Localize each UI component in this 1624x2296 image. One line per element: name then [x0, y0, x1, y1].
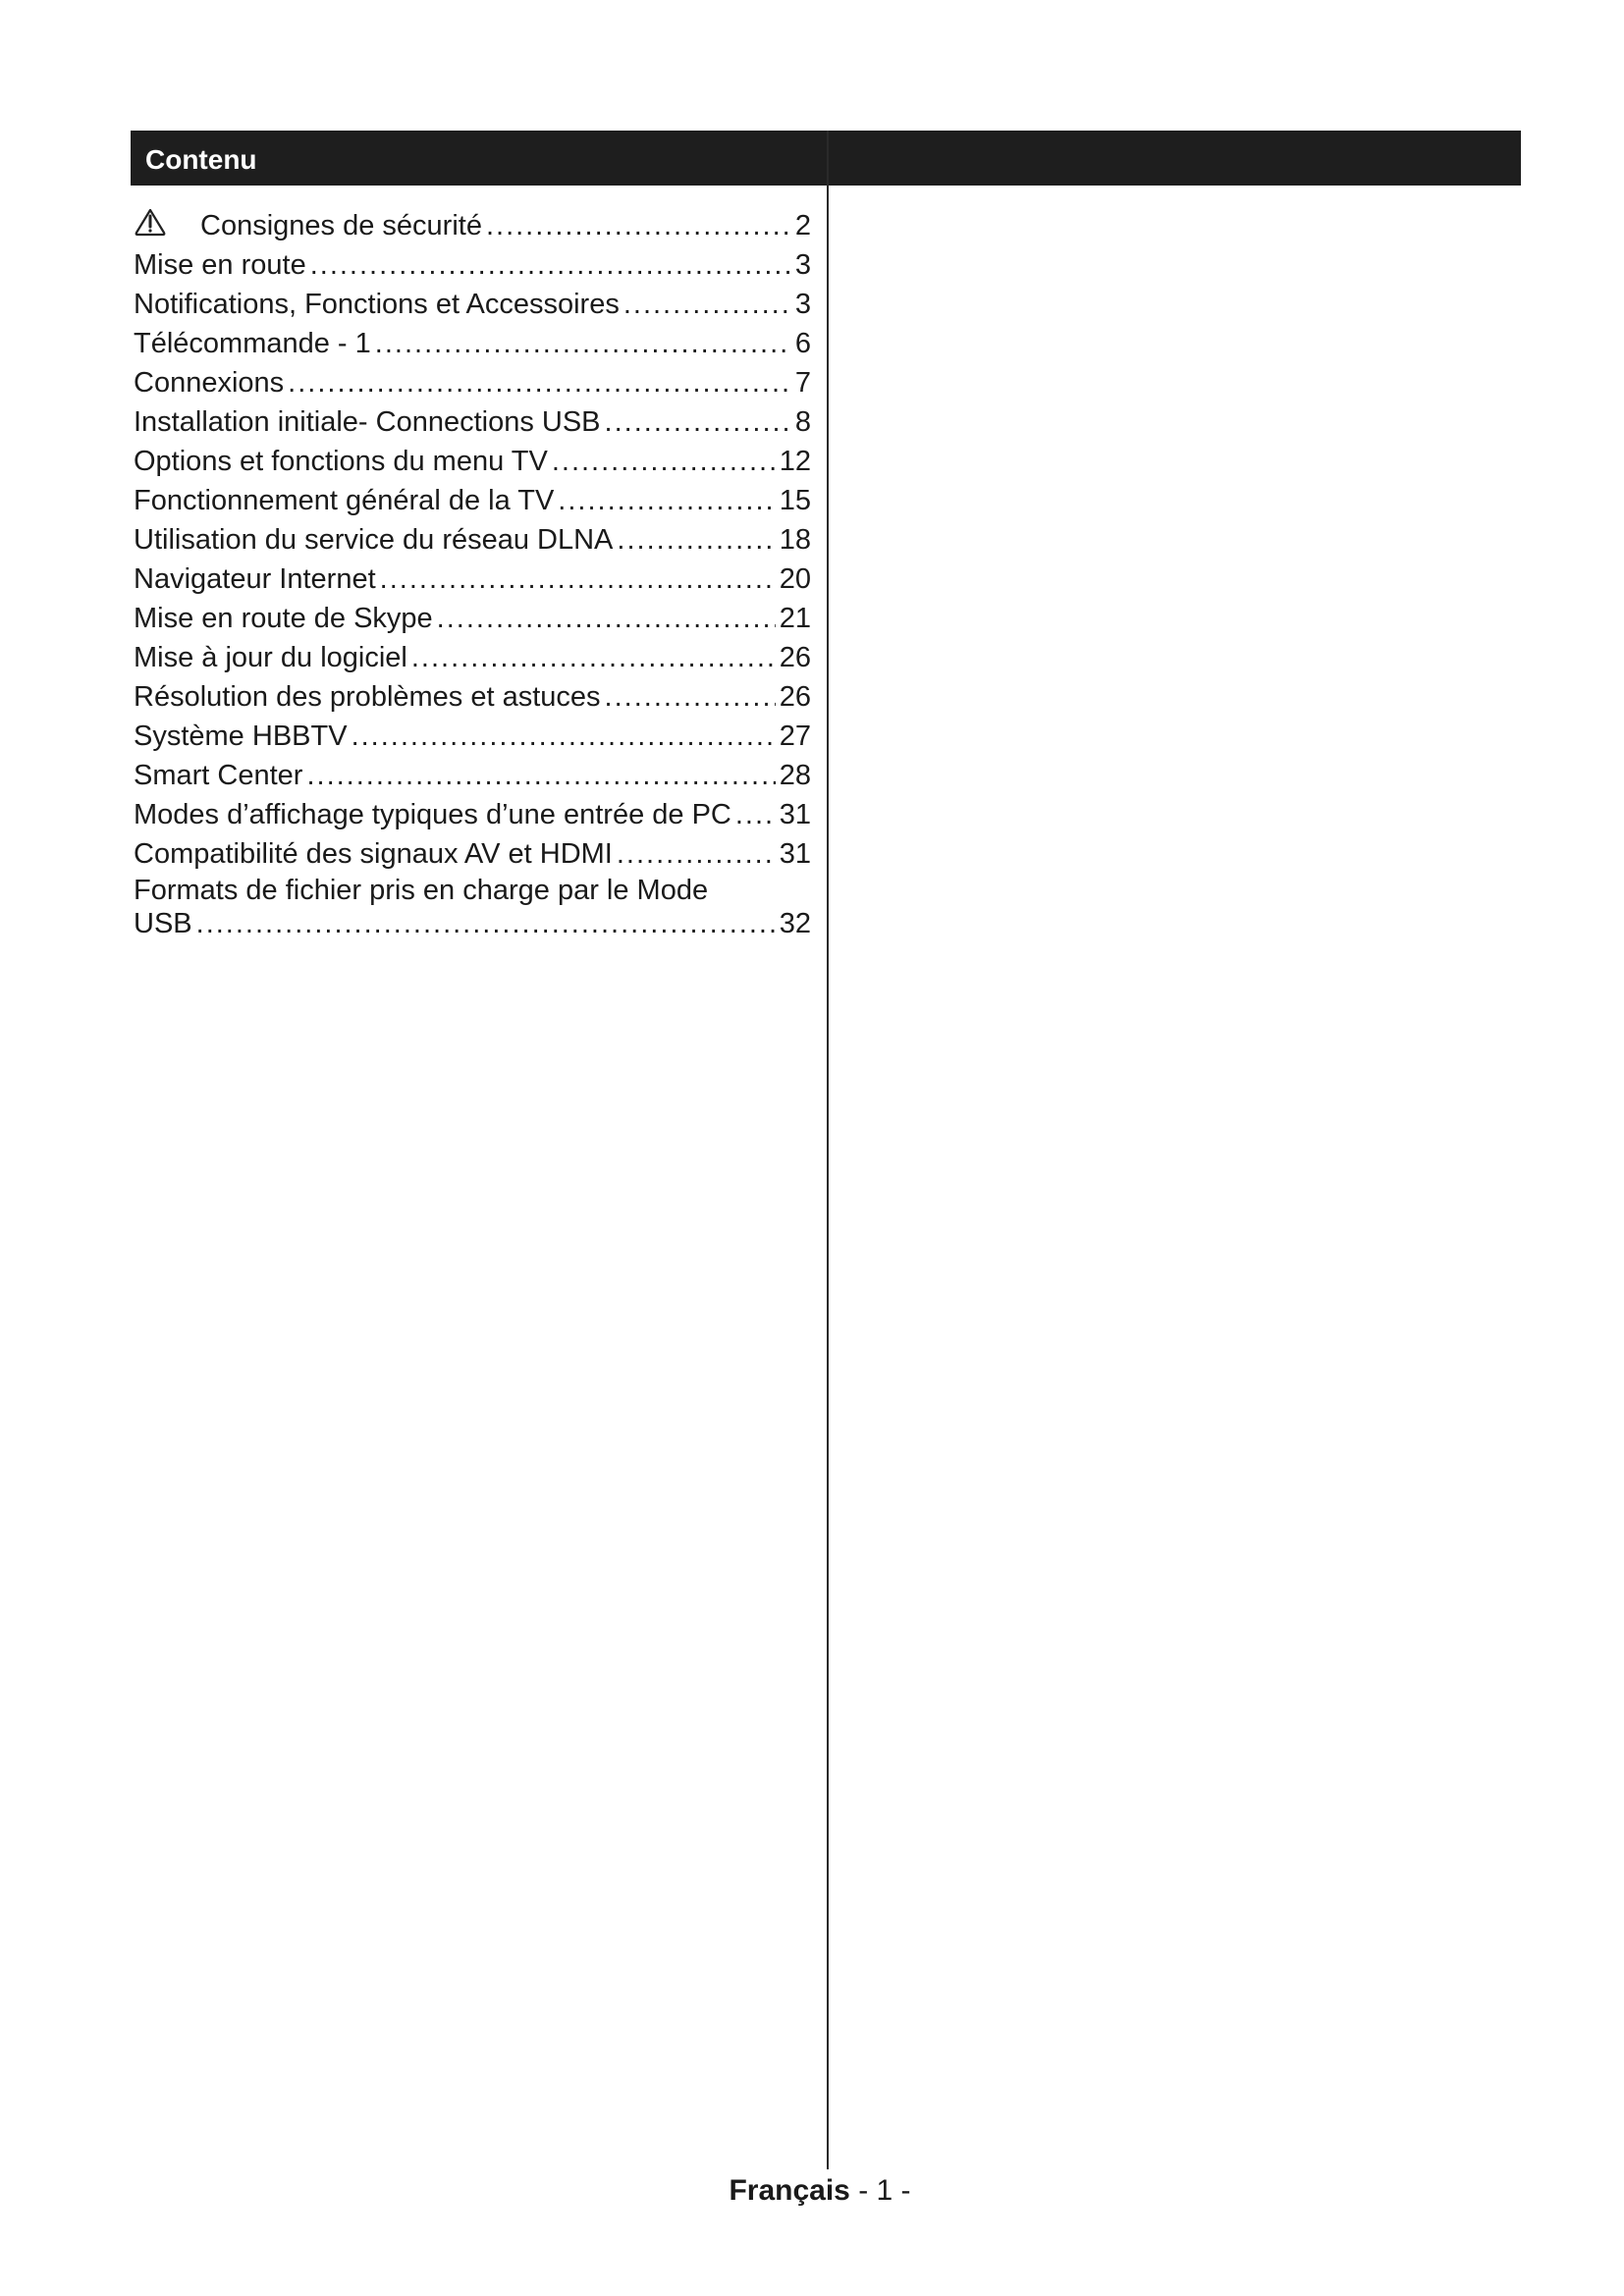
toc-entry-label: Smart Center — [134, 760, 303, 791]
dot-leader — [605, 402, 791, 442]
toc-entry[interactable] — [134, 363, 811, 402]
toc-entry[interactable] — [134, 638, 811, 677]
toc-page-number: 28 — [779, 760, 811, 791]
dot-leader — [486, 206, 791, 245]
toc-entry[interactable] — [134, 442, 811, 481]
toc-entry-label: Mise en route de Skype — [134, 603, 433, 634]
footer-language: Français — [729, 2174, 850, 2207]
toc-entry-label: Consignes de sécurité — [134, 206, 482, 245]
dot-leader — [558, 481, 775, 520]
toc-page-number: 12 — [779, 446, 811, 477]
toc-entry[interactable] — [134, 285, 811, 324]
page-footer — [0, 2173, 1624, 2209]
header-bar — [131, 131, 1521, 186]
dot-leader — [605, 677, 776, 717]
toc-page-number: 31 — [779, 838, 811, 870]
toc-entry[interactable] — [134, 560, 811, 599]
toc-entry-label: Compatibilité des signaux AV et HDMI — [134, 838, 613, 870]
toc-entry-label: Résolution des problèmes et astuces — [134, 681, 601, 713]
toc-page-number: 3 — [794, 289, 811, 320]
toc-entry[interactable] — [134, 756, 811, 795]
toc-page-number: 26 — [779, 681, 811, 713]
toc-page-number: 15 — [779, 485, 811, 516]
dot-leader — [617, 520, 775, 560]
footer-page-number: - 1 - — [858, 2174, 911, 2207]
dot-leader — [310, 245, 791, 285]
toc-entry[interactable] — [134, 834, 811, 874]
toc-entry-label: Connexions — [134, 367, 285, 399]
dot-leader — [623, 285, 791, 324]
toc-entry[interactable] — [134, 677, 811, 717]
toc-entry-label: Télécommande - 1 — [134, 328, 371, 359]
toc-entry[interactable] — [134, 795, 811, 834]
toc-page-number: 2 — [794, 210, 811, 241]
toc-entry-label-continued: USB — [134, 908, 192, 939]
table-of-contents — [134, 206, 811, 940]
toc-entry[interactable] — [134, 717, 811, 756]
dot-leader — [735, 795, 776, 834]
dot-leader — [552, 442, 776, 481]
dot-leader — [288, 363, 791, 402]
dot-leader — [380, 560, 776, 599]
toc-page-number: 31 — [779, 799, 811, 830]
toc-entry-label: Navigateur Internet — [134, 563, 376, 595]
toc-entry[interactable] — [134, 599, 811, 638]
toc-page-number: 7 — [794, 367, 811, 399]
dot-leader — [306, 756, 775, 795]
toc-entry-label: Options et fonctions du menu TV — [134, 446, 548, 477]
toc-entry-label: Formats de fichier pris en charge par le Mode — [134, 875, 709, 906]
toc-entry-safety[interactable] — [134, 206, 811, 245]
section-title: Contenu — [145, 144, 257, 175]
warning-triangle-icon — [134, 207, 167, 237]
toc-page-number: 8 — [794, 406, 811, 438]
dot-leader — [196, 907, 776, 940]
toc-entry-label: Utilisation du service du réseau DLNA — [134, 524, 614, 556]
dot-leader — [352, 717, 776, 756]
toc-entry-label: Fonctionnement général de la TV — [134, 485, 555, 516]
toc-page-number: 26 — [779, 642, 811, 673]
toc-page-number: 27 — [779, 721, 811, 752]
toc-entry-label: Mise à jour du logiciel — [134, 642, 407, 673]
toc-entry[interactable] — [134, 481, 811, 520]
toc-entry[interactable] — [134, 520, 811, 560]
dot-leader — [437, 599, 776, 638]
toc-entry-label: Installation initiale- Connections USB — [134, 406, 601, 438]
dot-leader — [617, 834, 776, 874]
toc-entry[interactable] — [134, 245, 811, 285]
toc-entry[interactable] — [134, 874, 811, 940]
toc-page-number: 32 — [779, 908, 811, 939]
toc-entry-label: Mise en route — [134, 249, 306, 281]
toc-entry-label: Notifications, Fonctions et Accessoires — [134, 289, 620, 320]
toc-page-number: 3 — [794, 249, 811, 281]
toc-page-number: 6 — [794, 328, 811, 359]
toc-entry-label: Modes d’affichage typiques d’une entrée de PC — [134, 799, 731, 830]
column-divider — [827, 131, 829, 2169]
toc-page-number: 20 — [779, 563, 811, 595]
toc-entry-label: Système HBBTV — [134, 721, 348, 752]
toc-entry[interactable] — [134, 324, 811, 363]
dot-leader — [375, 324, 791, 363]
toc-page-number: 21 — [779, 603, 811, 634]
dot-leader — [411, 638, 776, 677]
toc-entry[interactable] — [134, 402, 811, 442]
toc-page-number: 18 — [779, 524, 811, 556]
